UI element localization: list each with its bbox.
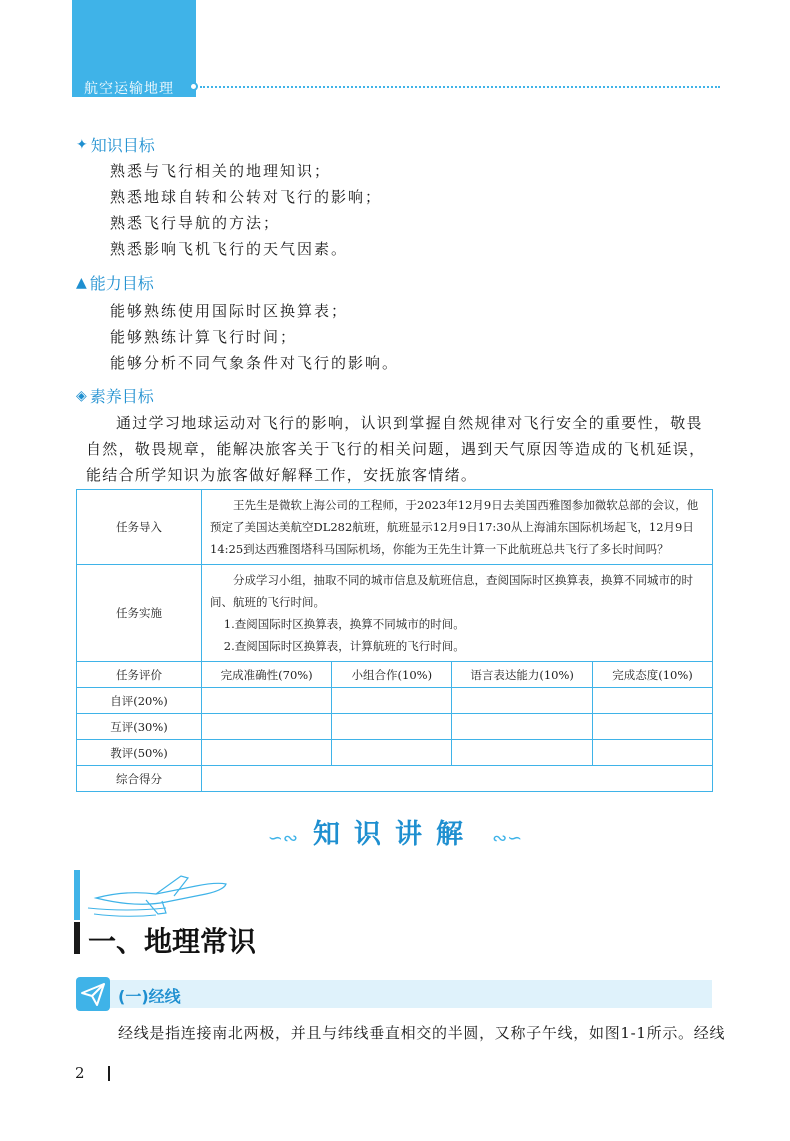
page-number-bar	[108, 1066, 110, 1081]
header-circle-icon	[189, 82, 198, 91]
diamond-star-icon: ✦	[76, 136, 88, 153]
knowledge-item: 熟悉飞行导航的方法；	[110, 214, 281, 232]
task-impl-content	[208, 565, 706, 661]
triangle-icon: ▲	[76, 274, 87, 291]
airplane-icon	[86, 868, 236, 918]
ability-item: 能够熟练使用国际时区换算表；	[110, 302, 349, 320]
eval-cell	[332, 740, 452, 766]
knowledge-item: 熟悉地球自转和公转对飞行的影响；	[110, 188, 383, 206]
eval-label: 任务评价	[77, 662, 202, 688]
task-impl-text: 分成学习小组，抽取不同的城市信息及航班信息，查阅国际时区换算表，换算不同城市的时间、航班的飞行时间。	[210, 573, 693, 609]
literacy-paragraph: 通过学习地球运动对飞行的影响，认识到掌握自然规律对飞行安全的重要性，敬畏自然，敬畏规章，能解决旅客关于飞行的相关问题，遇到天气原因等造成的飞机延误，能结合所学知识为旅客做好解释工作，安抚旅客情绪。	[86, 414, 706, 484]
eval-col-header: 小组合作(10%)	[332, 662, 452, 688]
header-dotted-line	[200, 86, 720, 88]
eval-row-label: 互评(30%)	[77, 714, 202, 740]
eval-cell	[593, 740, 713, 766]
eval-cell	[452, 740, 593, 766]
knowledge-heading	[76, 133, 155, 156]
subsection-paragraph: 经线是指连接南北两极，并且与纬线垂直相交的半圆，又称子午线，如图1-1所示。经线	[118, 1024, 726, 1042]
table-row	[77, 714, 713, 740]
eval-cell	[593, 688, 713, 714]
task-intro-text: 王先生是微软上海公司的工程师，于2023年12月9日去美国西雅图参加微软总部的会议，他预定了美国达美航空DL282航班，航班显示12月9日17:30从上海浦东国际机场起飞，12月9日14:25到达西雅图塔科马国际机场，你能为王先生计算一下此航班总共飞行了多长时间吗？	[210, 498, 699, 556]
ability-heading-label: 能力目标	[89, 274, 154, 293]
eval-cell	[332, 688, 452, 714]
diamond-icon: ◈	[76, 387, 87, 404]
knowledge-heading-label: 知识目标	[90, 136, 155, 155]
swirl-left-icon: ∽∾	[267, 828, 298, 849]
section-banner	[0, 812, 790, 851]
swirl-right-icon: ∾∽	[492, 828, 523, 849]
running-header-title: 航空运输地理	[84, 81, 174, 97]
eval-cell	[202, 740, 332, 766]
task-impl-label: 任务实施	[77, 565, 202, 662]
eval-col-header: 完成态度(10%)	[593, 662, 713, 688]
ability-item: 能够分析不同气象条件对飞行的影响。	[110, 354, 400, 372]
eval-cell	[593, 714, 713, 740]
table-row	[77, 766, 713, 792]
knowledge-item: 熟悉影响飞机飞行的天气因素。	[110, 240, 349, 258]
task-impl-step: 2.查阅国际时区换算表，计算航班的飞行时间。	[223, 639, 465, 653]
task-impl-cell	[202, 565, 713, 662]
eval-cell	[452, 714, 593, 740]
ability-heading	[76, 271, 154, 294]
eval-cell	[452, 688, 593, 714]
eval-cell	[202, 714, 332, 740]
eval-row-label: 教评(50%)	[77, 740, 202, 766]
paper-plane-icon	[76, 977, 110, 1011]
subsection-title: (一)经线	[118, 987, 181, 1006]
page-number: 2	[75, 1064, 85, 1082]
table-row	[77, 662, 713, 688]
eval-cell	[332, 714, 452, 740]
chapter-dark-bar	[74, 922, 80, 954]
chapter-title: 一、地理常识	[88, 925, 257, 958]
table-row	[77, 565, 713, 662]
eval-cell	[202, 688, 332, 714]
task-table	[76, 489, 713, 792]
task-intro-label: 任务导入	[77, 490, 202, 565]
total-score-cell	[202, 766, 713, 792]
table-row	[77, 740, 713, 766]
chapter-accent-bar	[74, 870, 80, 920]
literacy-heading-label: 素养目标	[89, 387, 154, 406]
banner-title: 知识讲解	[313, 819, 477, 850]
eval-col-header: 完成准确性(70%)	[202, 662, 332, 688]
task-intro-cell	[202, 490, 713, 565]
ability-item: 能够熟练计算飞行时间；	[110, 328, 298, 346]
literacy-heading	[76, 384, 154, 407]
eval-col-header: 语言表达能力(10%)	[452, 662, 593, 688]
knowledge-item: 熟悉与飞行相关的地理知识；	[110, 162, 332, 180]
total-score-label: 综合得分	[77, 766, 202, 792]
task-impl-step: 1.查阅国际时区换算表，换算不同城市的时间。	[223, 617, 465, 631]
table-row	[77, 490, 713, 565]
table-row	[77, 688, 713, 714]
eval-row-label: 自评(20%)	[77, 688, 202, 714]
